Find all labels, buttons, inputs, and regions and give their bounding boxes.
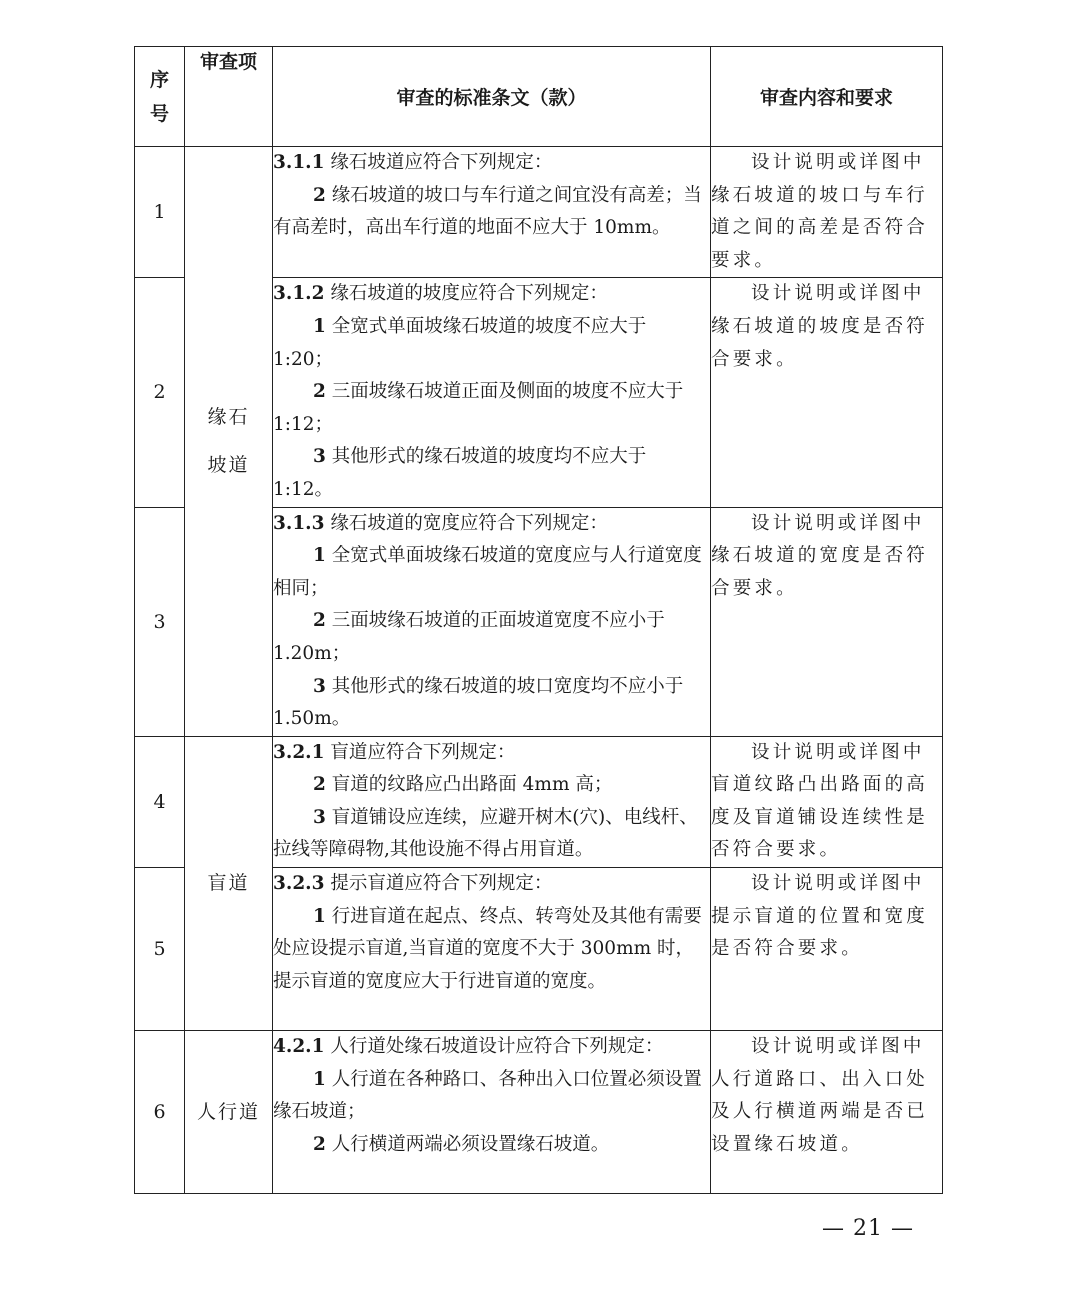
standard-text: 3.1.3 缘石坡道的宽度应符合下列规定： 1 全宽式单面坡缘石坡道的宽度应与人行道宽度相同； 2 三面坡缘石坡道的正面坡道宽度不应小于 1.20m； 3 其他形式的缘石坡道的坡口宽度均不应小于 1.50m。 <box>273 507 711 736</box>
standard-text: 3.1.1 缘石坡道应符合下列规定： 2 缘石坡道的坡口与车行道之间宜没有高差；当有高差时，高出车行道的地面不应大于 10mm。 <box>273 147 711 278</box>
requirement-text: 设计说明或详图中盲道纹路凸出路面的高度及盲道铺设连续性是否符合要求。 <box>711 736 943 867</box>
row-number: 3 <box>135 507 185 736</box>
header-standard: 审查的标准条文（款） <box>273 47 711 147</box>
standard-text: 3.2.1 盲道应符合下列规定： 2 盲道的纹路应凸出路面 4mm 高； 3 盲道铺设应连续，应避开树木(穴)、电线杆、拉线等障碍物,其他设施不得占用盲道。 <box>273 736 711 867</box>
standard-text: 3.2.3 提示盲道应符合下列规定： 1 行进盲道在起点、终点、转弯处及其他有需要处应设提示盲道,当盲道的宽度不大于 300mm 时，提示盲道的宽度应大于行进盲道的宽度。 <box>273 868 711 1031</box>
category-blind-path: 盲道 <box>185 736 273 1030</box>
row-number: 4 <box>135 736 185 867</box>
category-sidewalk: 人行道 <box>185 1031 273 1194</box>
requirement-text: 设计说明或详图中缘石坡道的坡度是否符合要求。 <box>711 278 943 507</box>
standard-text: 4.2.1 人行道处缘石坡道设计应符合下列规定： 1 人行道在各种路口、各种出入口位置必须设置缘石坡道； 2 人行横道两端必须设置缘石坡道。 <box>273 1031 711 1194</box>
page-number: — 21 — <box>822 1216 914 1241</box>
requirement-text: 设计说明或详图中缘石坡道的坡口与车行道之间的高差是否符合要求。 <box>711 147 943 278</box>
standard-text: 3.1.2 缘石坡道的坡度应符合下列规定： 1 全宽式单面坡缘石坡道的坡度不应大于 1:20； 2 三面坡缘石坡道正面及侧面的坡度不应大于 1:12； 3 其他形式的缘石坡道的坡度均不应大于 1:12。 <box>273 278 711 507</box>
row-number: 6 <box>135 1031 185 1194</box>
header-requirement: 审查内容和要求 <box>711 47 943 147</box>
row-number: 1 <box>135 147 185 278</box>
header-seq: 序 号 <box>135 47 185 147</box>
table-row <box>135 1031 943 1194</box>
row-number: 5 <box>135 868 185 1031</box>
requirement-text: 设计说明或详图中人行道路口、出入口处及人行横道两端是否已设置缘石坡道。 <box>711 1031 943 1194</box>
requirement-text: 设计说明或详图中提示盲道的位置和宽度是否符合要求。 <box>711 868 943 1031</box>
category-curb-ramp: 缘石 坡道 <box>185 147 273 737</box>
header-item: 审查项 <box>185 47 273 147</box>
requirement-text: 设计说明或详图中缘石坡道的宽度是否符合要求。 <box>711 507 943 736</box>
table-row <box>135 736 943 867</box>
table-header-row <box>135 47 943 147</box>
table-row <box>135 147 943 278</box>
review-table <box>134 46 943 1194</box>
row-number: 2 <box>135 278 185 507</box>
